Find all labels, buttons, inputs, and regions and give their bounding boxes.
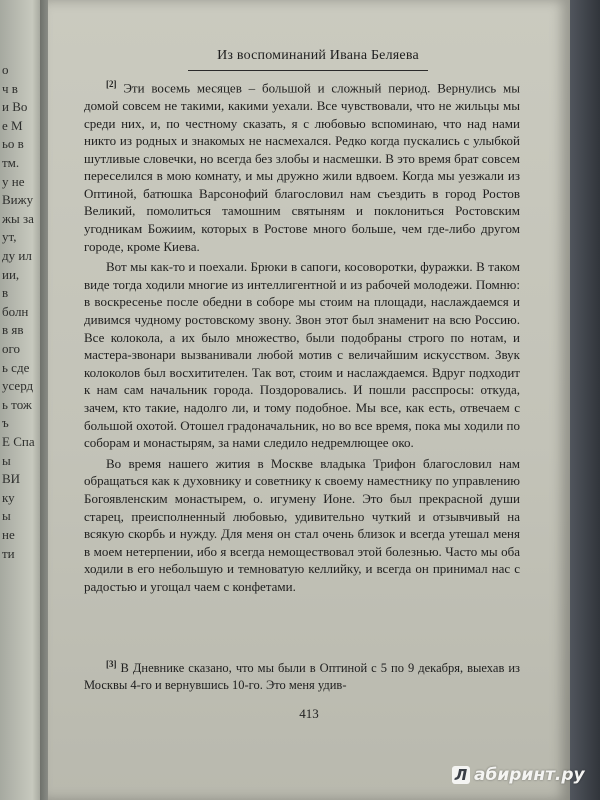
footnote	[84, 656, 520, 694]
book-page	[48, 0, 570, 800]
page-number: 413	[299, 706, 319, 721]
left-page-fragment: Е Спа	[2, 434, 35, 449]
paragraph-1	[84, 76, 520, 255]
paragraph-1-text: Эти восемь месяцев – большой и сложный период. Вернулись мы домой совсем не такими, какими уехали. Все чувствовали, что не жильцы мы среди них, и, по честному сказать, я с любовью вспоминаю, что над нами никто из родных и знакомых не насмехался. Редко когда пускались с улыбкой шутливые словечки, но всегда без злобы и насмешки. В это время брат совсем переселился в мою комнату, и мы дружно жили вдвоем. Когда мы уезжали из Оптиной, батюшка Варсонофий благословил нам съездить в город Ростов Великий, помолиться тамошним святыням и поклониться Ростовским угодникам Божиим, которых в Ростове много больше, чем где-либо другом городе, кроме Киева.	[84, 80, 520, 254]
footnote-text: В Дневнике сказано, что мы были в Оптиной с 5 по 9 декабря, выехав из Москвы 4-го и вернувшись 10-го. Это меня удив-	[84, 661, 520, 693]
left-page-fragment: тм.	[2, 155, 20, 170]
left-page-fragment: и Во	[2, 99, 28, 115]
left-page-fragment: жы за	[2, 210, 34, 226]
left-page-fragment: ут,	[2, 229, 17, 245]
running-header: Из воспоминаний Ивана Беляева	[217, 48, 419, 63]
left-page-fragment: ьо в	[2, 136, 24, 152]
footnote-marker-2: [2]	[106, 79, 117, 89]
left-page-fragment: не	[2, 527, 15, 542]
left-page-fragment: ду ил	[2, 248, 32, 263]
left-page-fragment: ь сде	[2, 359, 30, 375]
footnote-marker-3: [3]	[106, 659, 117, 669]
left-page-fragment: ъ	[2, 415, 9, 431]
left-page-fragment: Вижу	[2, 192, 34, 208]
paragraph-3: Во время нашего жития в Москве владыка Трифон благословил нам обращаться как к духовнику и советнику к своему наместнику по управлению Богоявленским монастырем, о. игумену Ионе. Это был прекрасной души старец, преисполненный любовью, удивительно чуткий и отзывчивый на всякую скорбь и нужду. Для меня он стал очень близок и всегда утешал меня в моем нетерпении, ибо я всегда немоществовал этой болезнью. Часто мы оба ходили в его небольшую и темноватую келлийку, и всегда он принимал нас с радостью и угощал чаем с конфетами.	[84, 455, 520, 594]
main-text	[84, 76, 520, 596]
header-rule	[188, 70, 428, 71]
left-page-fragment: ч в	[2, 80, 18, 96]
left-page-fragment: ы	[2, 452, 11, 468]
left-page-fragment: ти	[2, 545, 15, 561]
labirint-logo-icon: Л	[452, 766, 470, 784]
left-page-fragment: ь тож	[2, 396, 32, 412]
left-page-fragment: у не	[2, 173, 25, 189]
left-page-fragment: е М	[2, 117, 23, 133]
left-page-fragment: усерд	[2, 378, 34, 394]
labirint-watermark	[452, 762, 585, 788]
watermark-text: абиринт.ру	[474, 765, 585, 785]
left-page-fragment: в яв	[2, 322, 24, 338]
left-page-fragment: ВИ	[2, 471, 21, 487]
left-page-fragment: в	[2, 285, 9, 301]
left-page-fragment: ку	[2, 489, 15, 505]
left-page-fragment: о	[2, 62, 9, 77]
left-page-fragment: болн	[2, 303, 29, 319]
left-page-fragment: ого	[2, 341, 21, 356]
paragraph-2: Вот мы как-то и поехали. Брюки в сапоги, косоворотки, фуражки. В таком виде тогда ходили многие из интеллигентной и из рабочей молодежи. Помню: в воскресенье после обедни в соборе мы стоим на площади, наслаждаемся и дивимся чудному ростовскому звону. Звон этот был знаменит на всю Россию. Все колокола, а их было множество, были подобраны строго по нотам, и мастера-звонари вызванивали любой мотив с величайшим искусством. Звук колоколов был восхитителен. Так вот, стоим и наслаждаемся. Вдруг подходит к нам сам начальник города. Поздоровались. И пошли расспросы: откуда, зачем, кто такие, надолго ли, и тому подобное. Мы все, как есть, отвечаем с большой охотой. Отошел градоначальник, но во все время, пока мы ходили по соборам и монастырям, за нами следило недремлющее око.	[84, 259, 520, 451]
left-page-fragment: ии,	[2, 266, 20, 282]
left-page-fragment: ы	[2, 508, 11, 524]
